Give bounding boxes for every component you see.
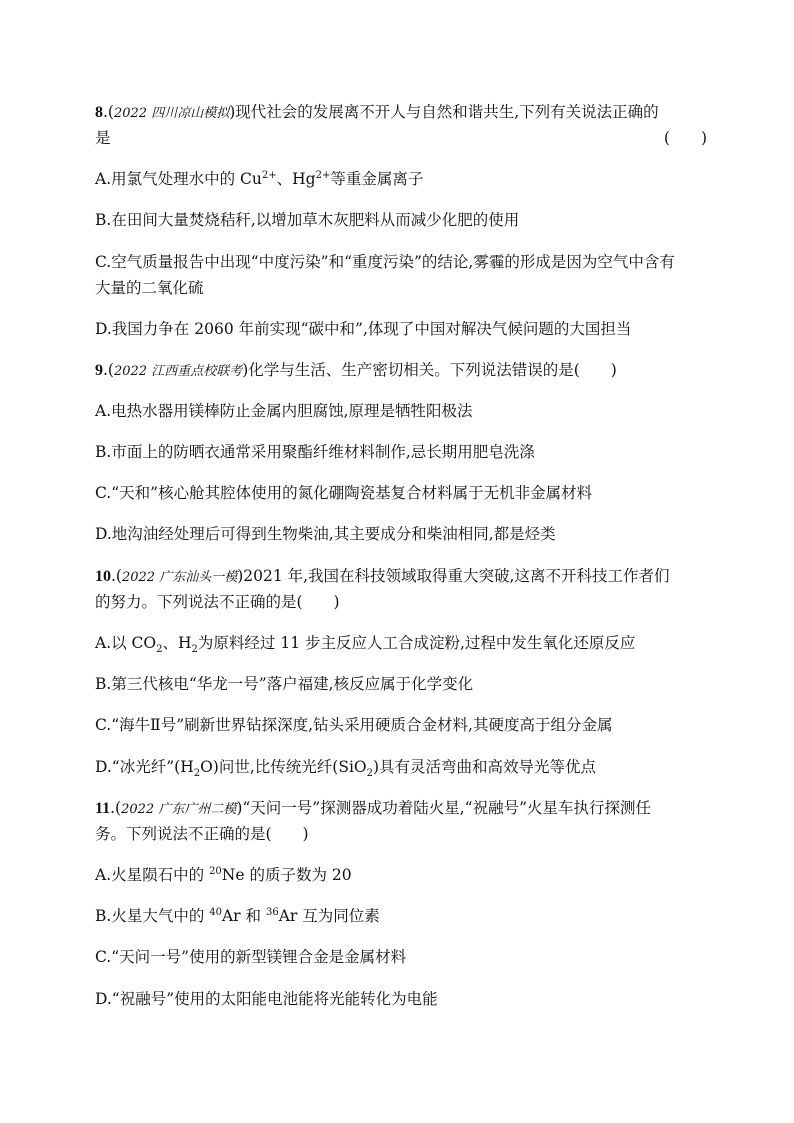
q11-option-a: A.火星陨石中的 $^{20}$Ne 的质子数为 20 [95, 865, 352, 884]
q9-option-d: D.地沟油经处理后可得到生物柴油,其主要成分和柴油相同,都是烃类 [95, 525, 556, 543]
q9-option-a: A.电热水器用镁棒防止金属内胆腐蚀,原理是牺牲阳极法 [95, 402, 473, 420]
q10-stem-line1: 10.(2022 广东汕头一模)2021 年,我国在科技领域取得重大突破,这离不开科技工作者们 [95, 567, 670, 585]
q9-source: 2022 江西重点校联考 [113, 364, 243, 379]
q11-option-b: B.火星大气中的 $^{40}$Ar 和 $^{36}$Ar 互为同位素 [95, 906, 380, 925]
q11-number: 11 [95, 800, 111, 817]
q8-stem-text: )现代社会的发展离不开人与自然和谐共生,下列有关说法正确的 [229, 103, 659, 121]
q8-option-c-line1: C.空气质量报告中出现“中度污染”和“重度污染”的结论,雾霾的形成是因为空气中含有 [95, 253, 675, 271]
q11-option-d: D.“祝融号”使用的太阳能电池能将光能转化为电能 [95, 990, 438, 1008]
q8-option-a: A.用氯气处理水中的 $Cu^{2+}$、$Hg^{2+}$等重金属离子 [95, 169, 424, 188]
q10-option-b: B.第三代核电“华龙一号”落户福建,核反应属于化学变化 [95, 675, 474, 693]
q10-option-a: A.以 $CO_2$、$H_2$为原料经过 11 步主反应人工合成淀粉,过程中发生氧化还原反应 [95, 634, 636, 656]
q10-source: 2022 广东汕头一模 [121, 570, 238, 585]
q10-stem-text: )2021 年,我国在科技领域取得重大突破,这离不开科技工作者们 [237, 567, 670, 585]
q8-stem-line1: 8.(2022 四川凉山模拟)现代社会的发展离不开人与自然和谐共生,下列有关说法正确的 [95, 103, 659, 121]
q8-option-c-line2: 大量的二氧化硫 [95, 279, 204, 297]
q8-stem-line2: 是 ( ) [95, 129, 707, 147]
q9-stem-text: )化学与生活、生产密切相关。下列说法错误的是( ) [242, 361, 617, 379]
q9-number: 9 [95, 362, 103, 379]
q10-option-c: C.“海牛Ⅱ号”刷新世界钻探深度,钻头采用硬质合金材料,其硬度高于组分金属 [95, 716, 613, 734]
q9-option-b: B.市面上的防晒衣通常采用聚酯纤维材料制作,忌长期用肥皂洗涤 [95, 443, 535, 461]
q8-option-d: D.我国力争在 2060 年前实现“碳中和”,体现了中国对解决气候问题的大国担当 [95, 320, 632, 338]
q10-number: 10 [95, 568, 111, 585]
q9-option-c: C.“天和”核心舱其腔体使用的氮化硼陶瓷基复合材料属于无机非金属材料 [95, 484, 593, 502]
q11-option-c: C.“天问一号”使用的新型镁锂合金是金属材料 [95, 948, 407, 966]
q11-source: 2022 广东广州二模 [121, 802, 237, 817]
q8-source: 2022 四川凉山模拟 [113, 106, 230, 121]
q8-option-b: B.在田间大量焚烧秸秆,以增加草木灰肥料从而减少化肥的使用 [95, 211, 520, 229]
q11-stem-line1: 11.(2022 广东广州二模)“天问一号”探测器成功着陆火星,“祝融号”火星车执行探测任 [95, 799, 652, 817]
q8-answer-blank: ( ) [663, 129, 707, 147]
q11-stem-text: )“天问一号”探测器成功着陆火星,“祝融号”火星车执行探测任 [236, 799, 652, 817]
q8-number: 8 [95, 104, 103, 121]
q10-stem-line2: 的努力。下列说法不正确的是( ) [95, 593, 340, 611]
q9-stem: 9.(2022 江西重点校联考)化学与生活、生产密切相关。下列说法错误的是( ) [95, 361, 617, 379]
q10-option-d: D.“冰光纤$”(H_2O)$问世,比传统光纤(SiO$_2$)具有灵活弯曲和高效导光等优点 [95, 758, 597, 780]
q11-stem-line2: 务。下列说法不正确的是( ) [95, 825, 309, 843]
